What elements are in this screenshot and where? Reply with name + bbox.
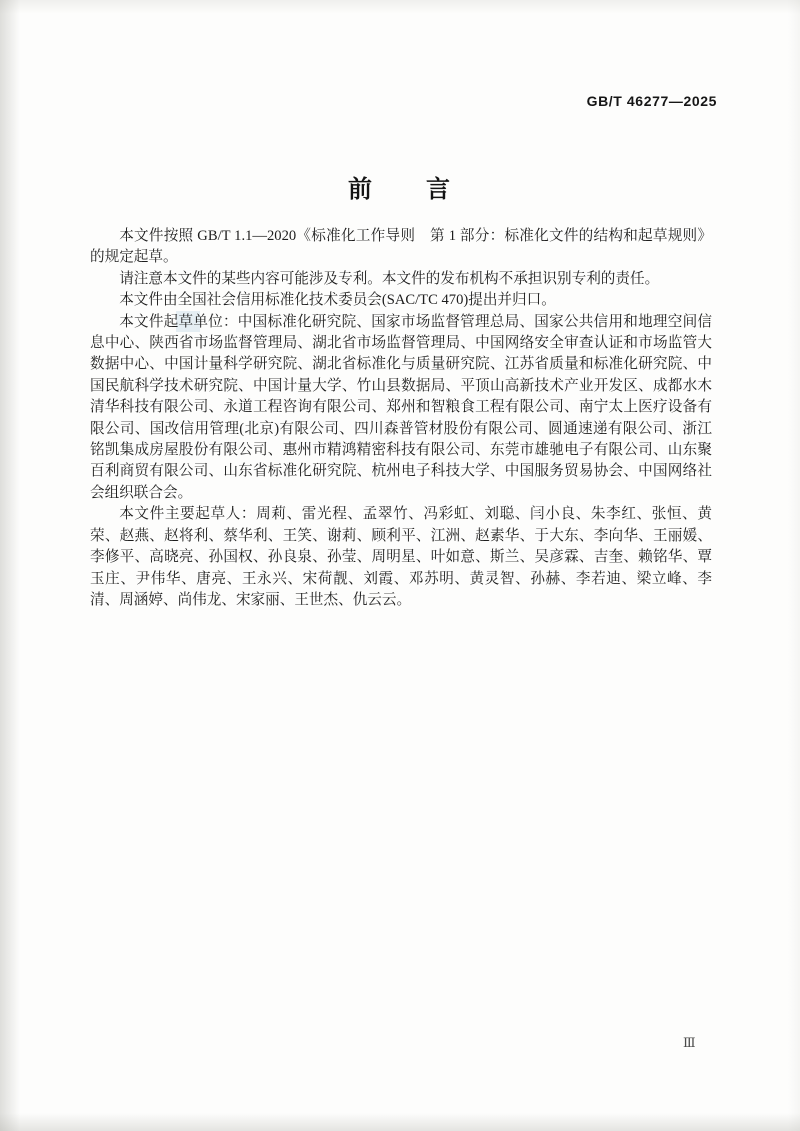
foreword-paragraph-patent-notice: 请注意本文件的某些内容可能涉及专利。本文件的发布机构不承担识别专利的责任。 — [119, 270, 660, 287]
page-title: 前 言 — [348, 176, 452, 204]
foreword-paragraph-main-drafters: 本文件主要起草人：周莉、雷光程、孟翠竹、冯彩虹、刘聪、闫小良、朱李红、张恒、黄荣、赵燕、赵将利、蔡华利、王笑、谢莉、顾利平、江洲、赵素华、于大东、李向华、王丽媛、李修平、高晓亮、孙国权、孙良泉、孙莹、周明星、叶如意、斯兰、吴彦霖、吉奎、赖铭华、覃玉庄、尹伟华、唐亮、王永兴、宋荷靓、刘霞、邓苏明、黄灵智、孙赫、李若迪、梁立峰、李清、周涵婷、尚伟龙、宋家丽、王世杰、仇云云。 — [90, 506, 712, 608]
foreword-paragraph-committee: 本文件由全国社会信用标准化技术委员会(SAC/TC 470)提出并归口。 — [119, 292, 556, 309]
foreword-paragraph-drafting-organizations: 本文件起草单位：中国标准化研究院、国家市场监督管理总局、国家公共信用和地理空间信息中心、陕西省市场监督管理局、湖北省市场监督管理局、中国网络安全审查认证和市场监管大数据中心、中国计量科学研究院、湖北省标准化与质量研究院、江苏省质量和标准化研究院、中国民航科学技术研究院、中国计量大学、竹山县数据局、平顶山高新技术产业开发区、成都水木清华科技有限公司、永道工程咨询有限公司、郑州和智粮食工程有限公司、南宁太上医疗设备有限公司、国改信用管理(北京)有限公司、四川森普管材股份有限公司、圆通速递有限公司、浙江铭凯集成房屋股份有限公司、惠州市精鸿精密科技有限公司、东莞市雄驰电子有限公司、山东聚百利商贸有限公司、山东省标准化研究院、杭州电子科技大学、中国服务贸易协会、中国网络社会组织联合会。 — [90, 313, 712, 501]
page-number: Ⅲ — [683, 1035, 696, 1050]
standard-code: GB/T 46277—2025 — [586, 93, 717, 109]
foreword-body — [90, 226, 712, 611]
foreword-paragraph-drafting-rules: 本文件按照 GB/T 1.1—2020《标准化工作导则 第 1 部分：标准化文件的结构和起草规则》的规定起草。 — [90, 228, 712, 266]
